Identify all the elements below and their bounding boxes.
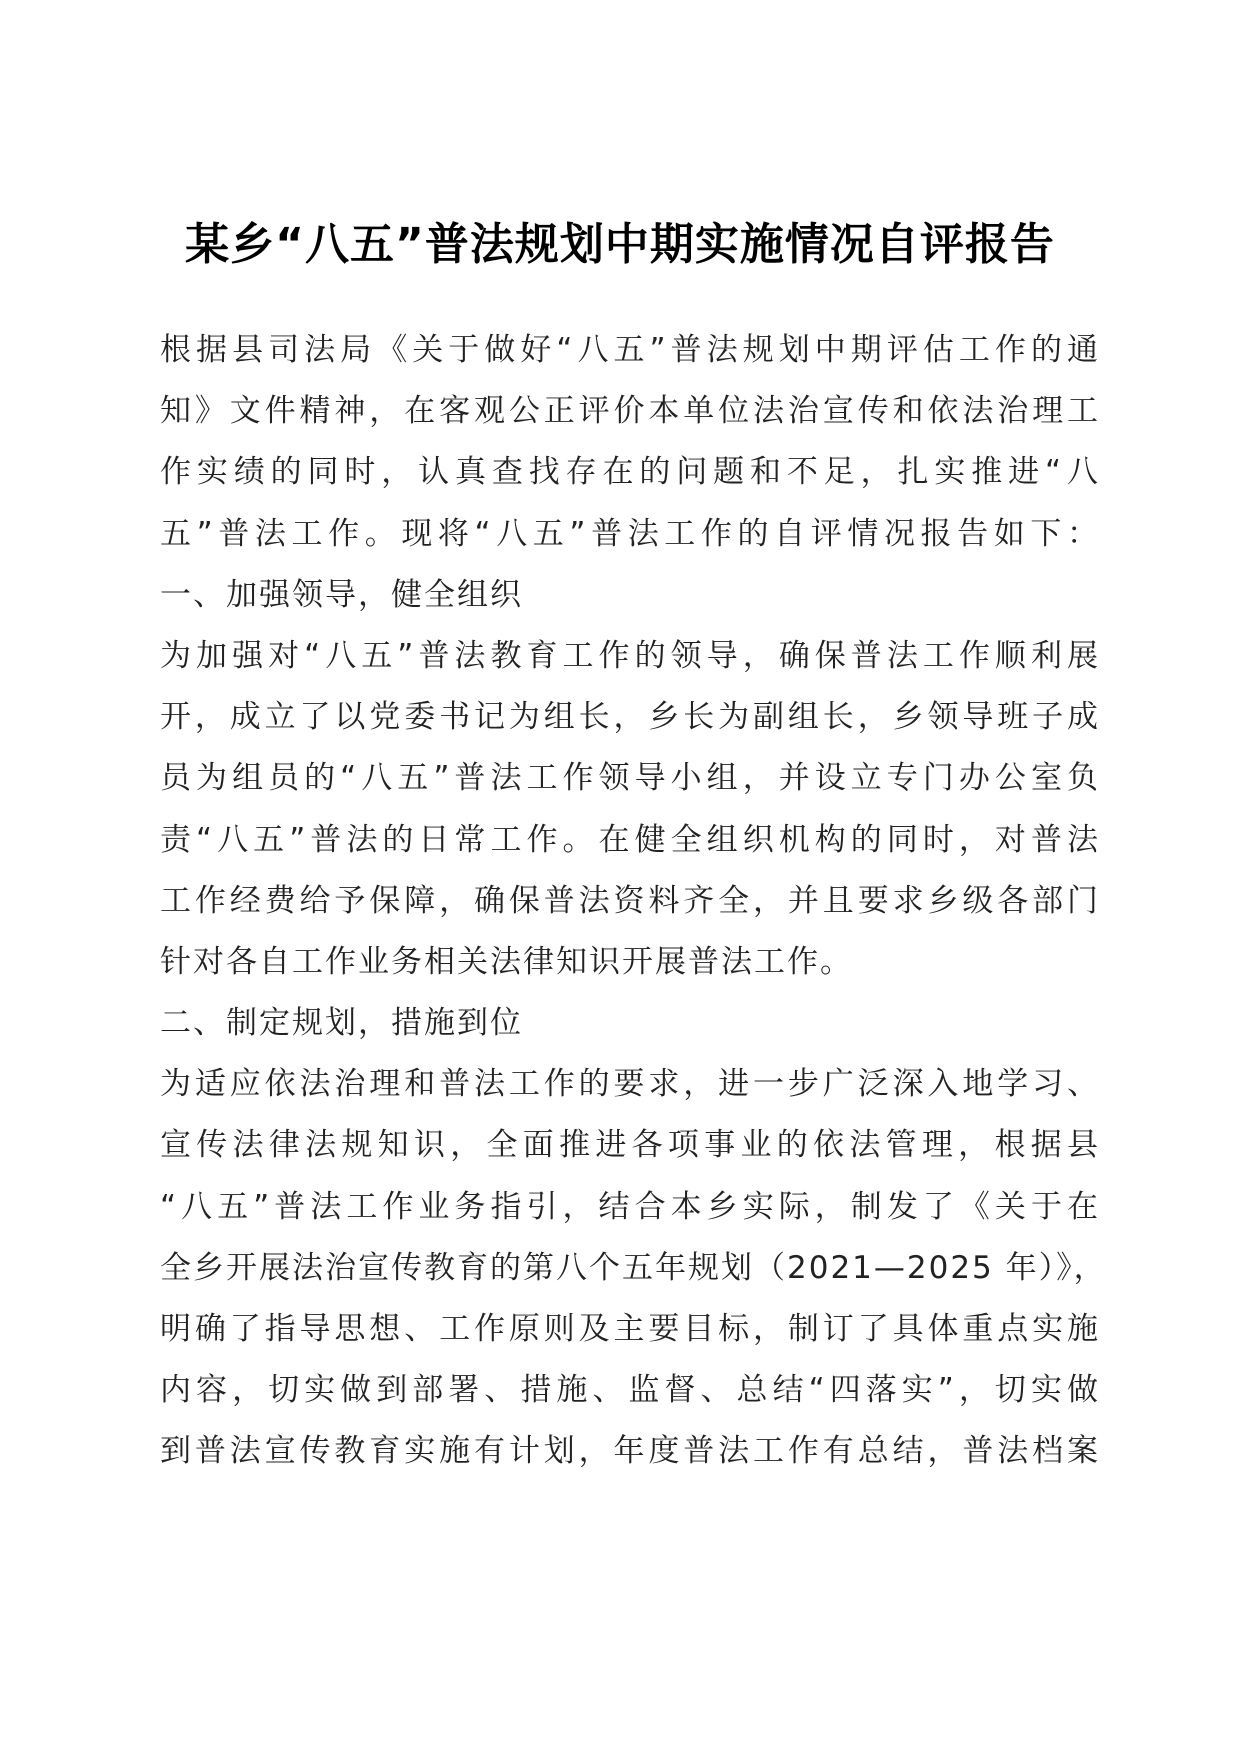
body-line-3: 作实绩的同时，认真查找存在的问题和不足，扎实推进“八: [160, 454, 1100, 491]
body-line-7: 开，成立了以党委书记为组长，乡长为副组长，乡领导班子成: [160, 699, 1100, 736]
section-heading-1: 一、加强领导，健全组织: [160, 576, 523, 613]
body-line-14: 宣传法律法规知识，全面推进各项事业的依法管理，根据县: [160, 1127, 1100, 1164]
section-heading-2: 二、制定规划，措施到位: [160, 1005, 523, 1042]
body-line-11: 针对各自工作业务相关法律知识开展普法工作。: [160, 943, 853, 980]
body-line-2: 知》文件精神，在客观公正评价本单位法治宣传和依法治理工: [160, 393, 1100, 430]
body-line-15: “八五”普法工作业务指引，结合本乡实际，制发了《关于在: [160, 1188, 1100, 1225]
document-body: [160, 320, 1107, 1483]
body-line-10: 工作经费给予保障，确保普法资料齐全，并且要求乡级各部门: [160, 882, 1100, 919]
body-line-9: 责“八五”普法的日常工作。在健全组织机构的同时，对普法: [160, 821, 1100, 858]
body-line-16: 全乡开展法治宣传教育的第八个五年规划（2021—2025 年）》，: [160, 1249, 1107, 1286]
body-line-13: 为适应依法治理和普法工作的要求，进一步广泛深入地学习、: [160, 1066, 1100, 1103]
body-line-18: 内容，切实做到部署、措施、监督、总结“四落实”，切实做: [160, 1372, 1100, 1409]
body-line-1: 根据县司法局《关于做好“八五”普法规划中期评估工作的通: [160, 332, 1100, 368]
body-line-17: 明确了指导思想、工作原则及主要目标，制订了具体重点实施: [160, 1311, 1100, 1347]
body-line-8: 员为组员的“八五”普法工作领导小组，并设立专门办公室负: [160, 760, 1100, 797]
body-line-6: 为加强对“八五”普法教育工作的领导，确保普法工作顺利展: [160, 637, 1100, 674]
body-line-19: 到普法宣传教育实施有计划，年度普法工作有总结，普法档案: [160, 1433, 1100, 1470]
body-line-4: 五”普法工作。现将“八五”普法工作的自评情况报告如下：: [160, 515, 1100, 552]
document-title: 某乡“八五”普法规划中期实施情况自评报告: [185, 219, 1055, 270]
